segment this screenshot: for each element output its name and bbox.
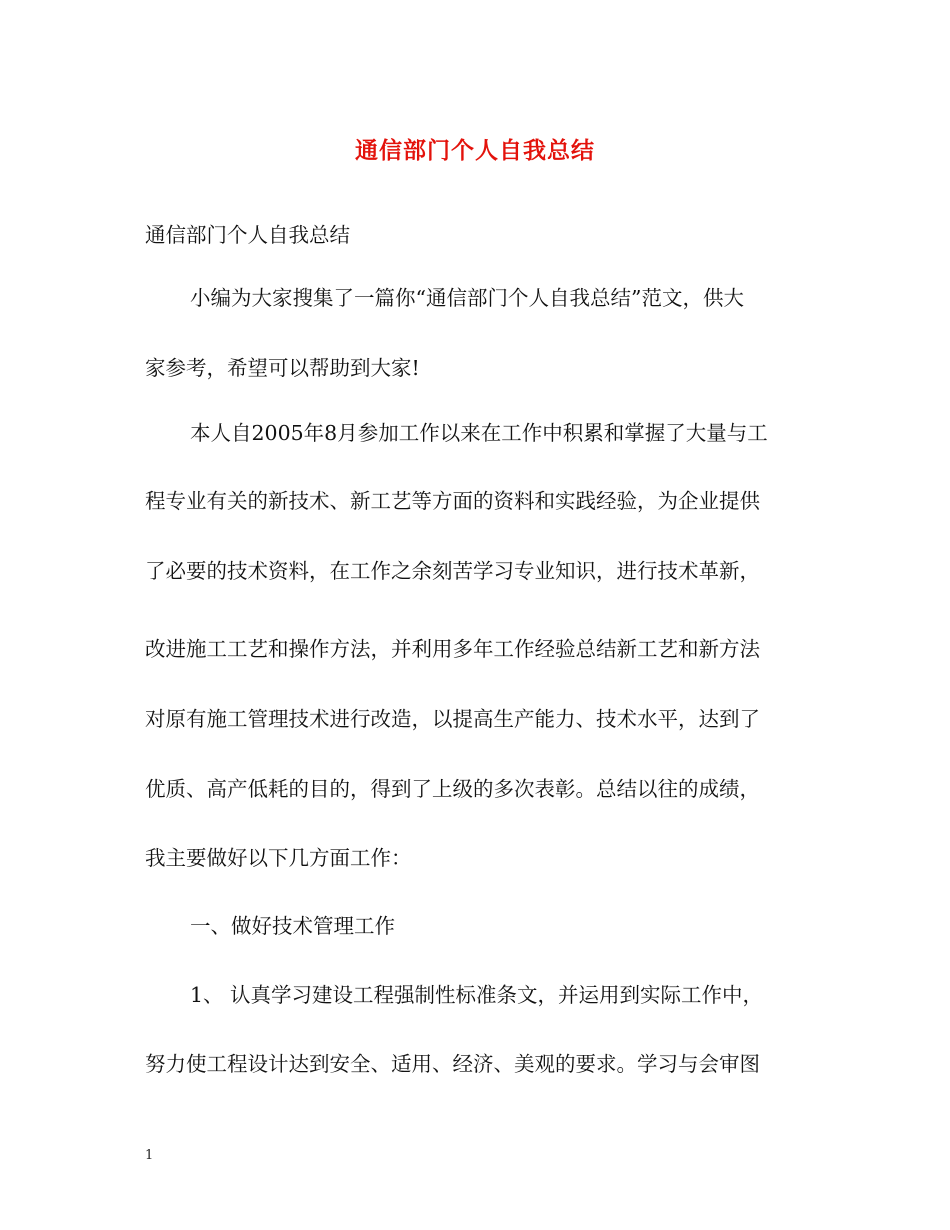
paragraph-line: 1、 认真学习建设工程强制性标准条文，并运用到实际工作中， [190, 983, 764, 1007]
paragraph-line: 家参考，希望可以帮助到大家! [145, 356, 420, 380]
paragraph-line: 本人自2005年8月参加工作以来在工作中积累和掌握了大量与工 [190, 421, 768, 445]
paragraph-line: 小编为大家搜集了一篇你“通信部门个人自我总结”范文，供大 [190, 286, 744, 310]
paragraph-line: 改进施工工艺和操作方法，并利用多年工作经验总结新工艺和新方法 [145, 637, 760, 661]
subtitle-line: 通信部门个人自我总结 [145, 223, 350, 247]
section-heading: 一、做好技术管理工作 [190, 914, 395, 938]
paragraph-line: 优质、高产低耗的目的，得到了上级的多次表彰。总结以往的成绩， [145, 777, 760, 801]
paragraph-line: 我主要做好以下几方面工作： [145, 846, 412, 870]
paragraph-line: 了必要的技术资料，在工作之余刻苦学习专业知识，进行技术革新， [145, 559, 760, 583]
paragraph-line: 对原有施工管理技术进行改造，以提高生产能力、技术水平，达到了 [145, 707, 760, 731]
page-number: 1 [145, 1148, 154, 1163]
paragraph-line: 努力使工程设计达到安全、适用、经济、美观的要求。学习与会审图 [145, 1052, 760, 1076]
paragraph-line: 程专业有关的新技术、新工艺等方面的资料和实践经验，为企业提供 [145, 489, 760, 513]
document-title: 通信部门个人自我总结 [355, 137, 595, 164]
